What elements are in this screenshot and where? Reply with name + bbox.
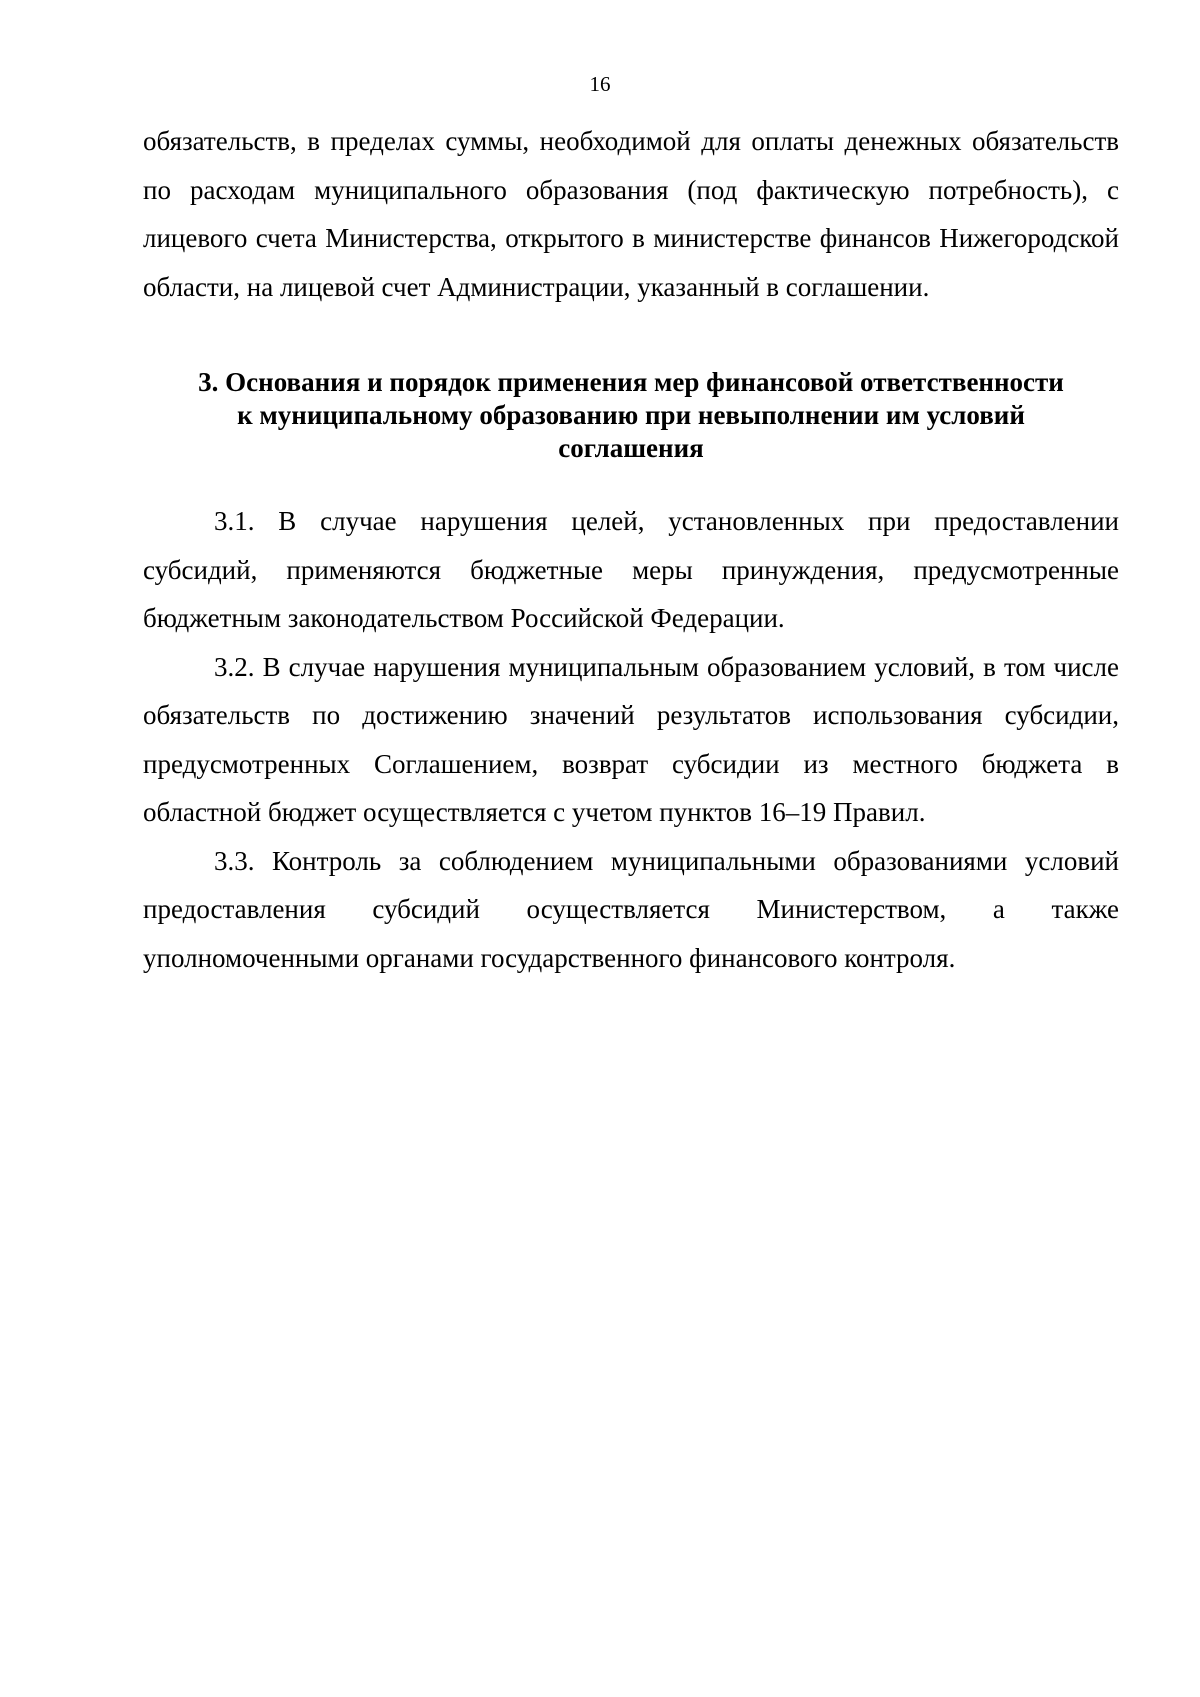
section-3-heading xyxy=(143,311,1119,497)
paragraph-3-3: 3.3. Контроль за соблюдением муниципальными образованиями условий предоставления субсидий осуществляется Министерством, а также уполномоченными органами государственного финансового контроля. xyxy=(143,845,1119,973)
section-3-heading-line-2: к муниципальному образованию при невыполнении им условий xyxy=(237,400,1025,430)
paragraph-continuation: обязательств, в пределах суммы, необходимой для оплаты денежных обязательств по расходам муниципального образования (под фактическую потребность), с лицевого счета Министерства, открытого в министерстве финансов Нижегородской области, на лицевой счет Администрации, указанный в соглашении. xyxy=(143,126,1119,302)
document-body xyxy=(143,117,1119,982)
page-number: 16 xyxy=(589,72,611,96)
paragraph-3-2: 3.2. В случае нарушения муниципальным образованием условий, в том числе обязательств по достижению значений результатов использования субсидии, предусмотренных Соглашением, возврат субсидии из местного бюджета в областной бюджет осуществляется с учетом пунктов 16–19 Правил. xyxy=(143,651,1119,827)
section-3-heading-line-3: соглашения xyxy=(558,433,704,463)
section-3-heading-line-1: 3. Основания и порядок применения мер финансовой ответственности xyxy=(198,367,1064,397)
paragraph-3-1: 3.1. В случае нарушения целей, установленных при предоставлении субсидий, применяются бюджетные меры принуждения, предусмотренные бюджетным законодательством Российской Федерации. xyxy=(143,506,1119,633)
